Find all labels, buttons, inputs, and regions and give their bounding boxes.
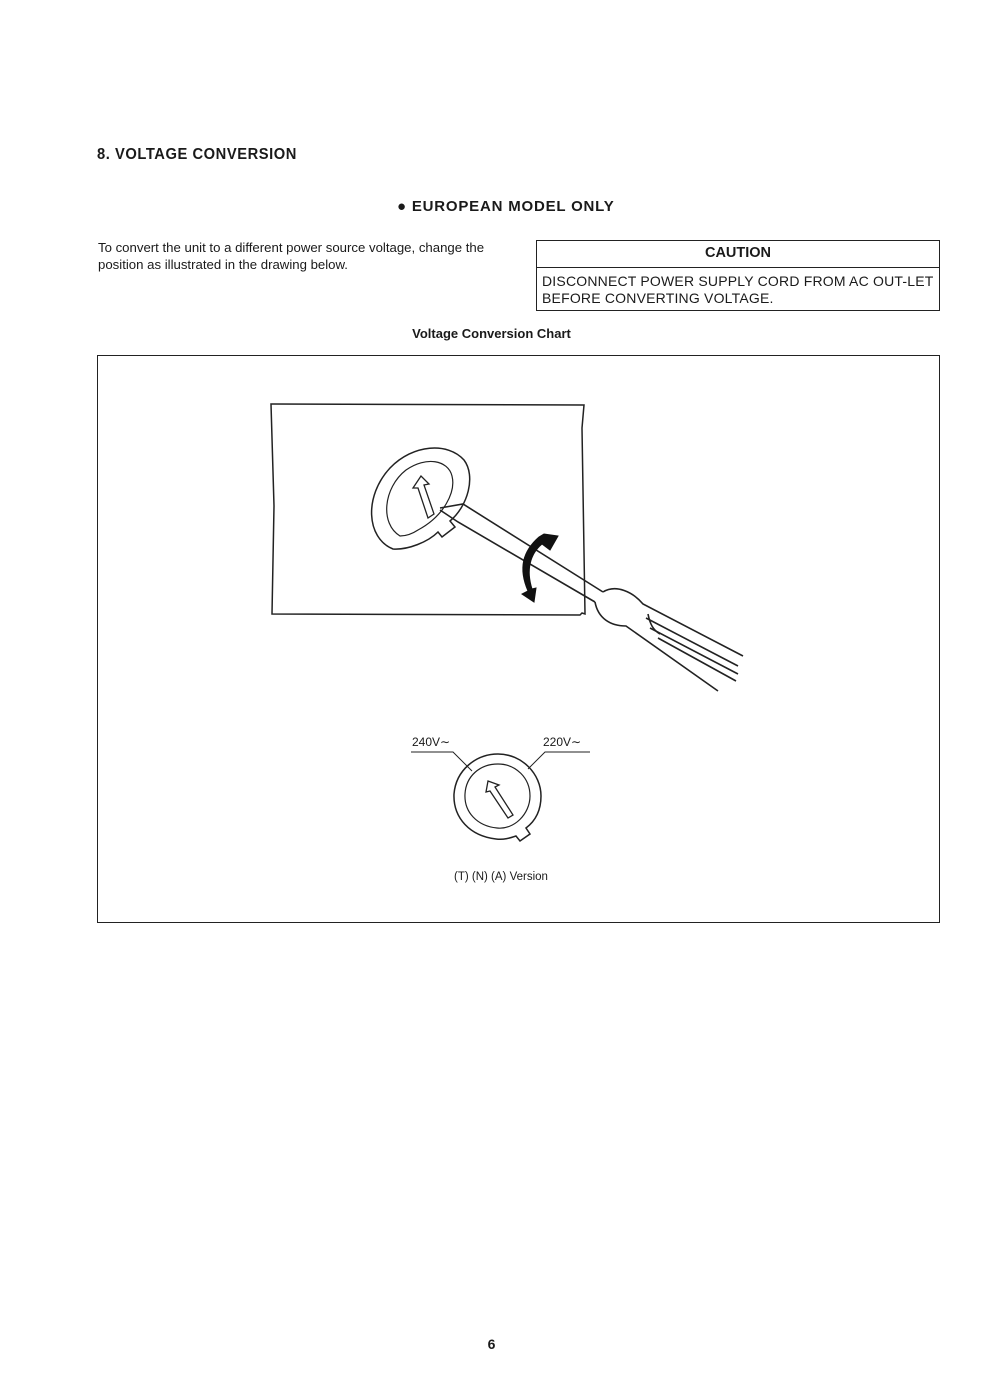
caution-box [536,240,940,311]
voltage-conversion-illustration [98,356,941,924]
subsection-title [397,198,615,215]
chart-frame [97,355,940,923]
leader-lines [411,752,590,771]
caution-body: DISCONNECT POWER SUPPLY CORD FROM AC OUT-LET BEFORE CONVERTING VOLTAGE. [542,273,934,306]
voltage-selector-icon [372,448,470,549]
panel-illustration [271,404,585,615]
chart-caption: Voltage Conversion Chart [412,326,571,341]
section-title: 8. VOLTAGE CONVERSION [97,146,297,163]
label-220v: 220V∼ [543,735,582,749]
page-number: 6 [487,1336,496,1352]
screwdriver-icon [440,504,743,691]
label-240v: 240V∼ [412,735,451,749]
bullet: ● [397,198,407,215]
intro-paragraph: To convert the unit to a different power source voltage, change the position as illustrated in the drawing below. [98,240,485,272]
version-label: (T) (N) (A) Version [454,871,548,883]
selector-detail-icon [454,754,541,841]
subsection-title-text: EUROPEAN MODEL ONLY [411,198,615,215]
caution-heading: CAUTION [537,241,939,268]
